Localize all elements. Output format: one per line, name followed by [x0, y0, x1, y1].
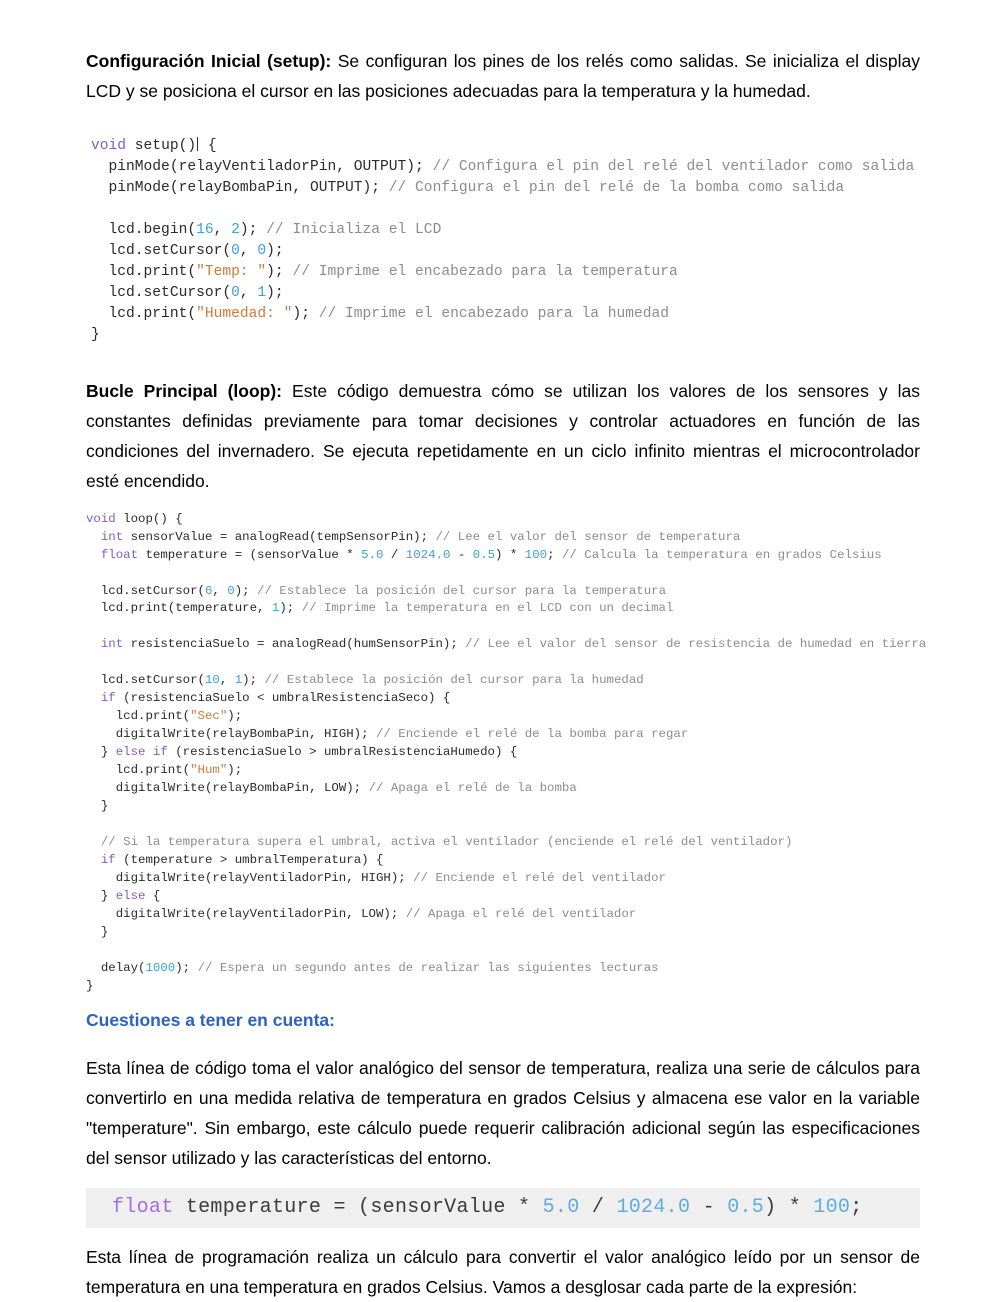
paragraph-setup: [86, 46, 920, 106]
setup-body: Se configuran los pines de los relés como salidas. Se inicializa el display LCD y se posiciona el cursor en las posiciones adecuadas para la temperatura y la humedad.: [86, 51, 920, 102]
cuestiones-paragraph-1: Esta línea de código toma el valor analógico del sensor de temperatura, realiza una serie de cálculos para convertirlo en una medida relativa de temperatura en grados Celsius y almacena ese valor en la variable "temperature". Sin embargo, este cálculo puede requerir calibración adicional según las especificaciones del sensor utilizado y las características del entorno.: [86, 1058, 920, 1169]
document-content: [86, 46, 927, 1302]
highlighted-code-line: float temperature = (sensorValue * 5.0 / 1024.0 - 0.5) * 100;: [86, 1188, 920, 1228]
cuestiones-paragraph-2: Esta línea de programación realiza un cálculo para convertir el valor analógico leído por un sensor de temperatura en una temperatura en grados Celsius. Vamos a desglosar cada parte de la expresión:: [86, 1246, 920, 1297]
code-block-setup: void setup() { pinMode(relayVentiladorPin, OUTPUT); // Configura el pin del relé del ventilador como salida pinMode(relayBombaPin, OUTPUT); // Configura el pin del relé de la bomba como salida lcd.begin(16, 2); // Inicializa el LCD lcd.setCursor(0, 0); lcd.print("Temp: "); // Imprime el encabezado para la temperatura lcd.setCursor(0, 1); lcd.print("Humedad: "); // Imprime el encabezado para la humedad }: [91, 138, 915, 344]
setup-heading: Configuración Inicial (setup):: [86, 51, 332, 71]
text-caret: [197, 137, 198, 151]
code-block-loop: void loop() { int sensorValue = analogRead(tempSensorPin); // Lee el valor del sensor de temperatura float temperature = (sensorValue * 5.0 / 1024.0 - 0.5) * 100; // Calcula la temperatura en grados Celsius lcd.setCursor(6, 0); // Establece la posición del cursor para la temperatura lcd.print(temperature, 1); // Imprime la temperatura en el LCD con un decimal int resistenciaSuelo = analogRead(humSensorPin); // Lee el valor del sensor de resistencia de humedad en tierra lcd.setCursor(10, 1); // Establece la posición del cursor para la humedad if (resistenciaSuelo < umbralResistenciaSeco) { lcd.print("Sec"); digitalWrite(relayBombaPin, HIGH); // Enciende el relé de la bomba para regar } else if (resistenciaSuelo > umbralResistenciaHumedo) { lcd.print("Hum"); digitalWrite(relayBombaPin, LOW); // Apaga el relé de la bomba } // Si la temperatura supera el umbral, activa el ventilador (enciende el relé del ventilador) if (temperature > umbralTemperatura) { digitalWrite(relayVentiladorPin, HIGH); // Enciende el relé del ventilador } else { digitalWrite(relayVentiladorPin, LOW); // Apaga el relé del ventilador } delay(1000); // Espera un segundo antes de realizar las siguientes lecturas }: [86, 511, 927, 994]
paragraph-loop: [86, 376, 920, 496]
loop-heading: Bucle Principal (loop):: [86, 381, 283, 402]
cuestiones-heading: Cuestiones a tener en cuenta:: [86, 1010, 335, 1031]
loop-body: Este código demuestra cómo se utilizan los valores de los sensores y las constantes definidas previamente para tomar decisiones y controlar actuadores en función de las condiciones del invernadero. Se ejecuta repetidamente en un ciclo infinito mientras el microcontrolador esté encendido.: [86, 381, 920, 492]
